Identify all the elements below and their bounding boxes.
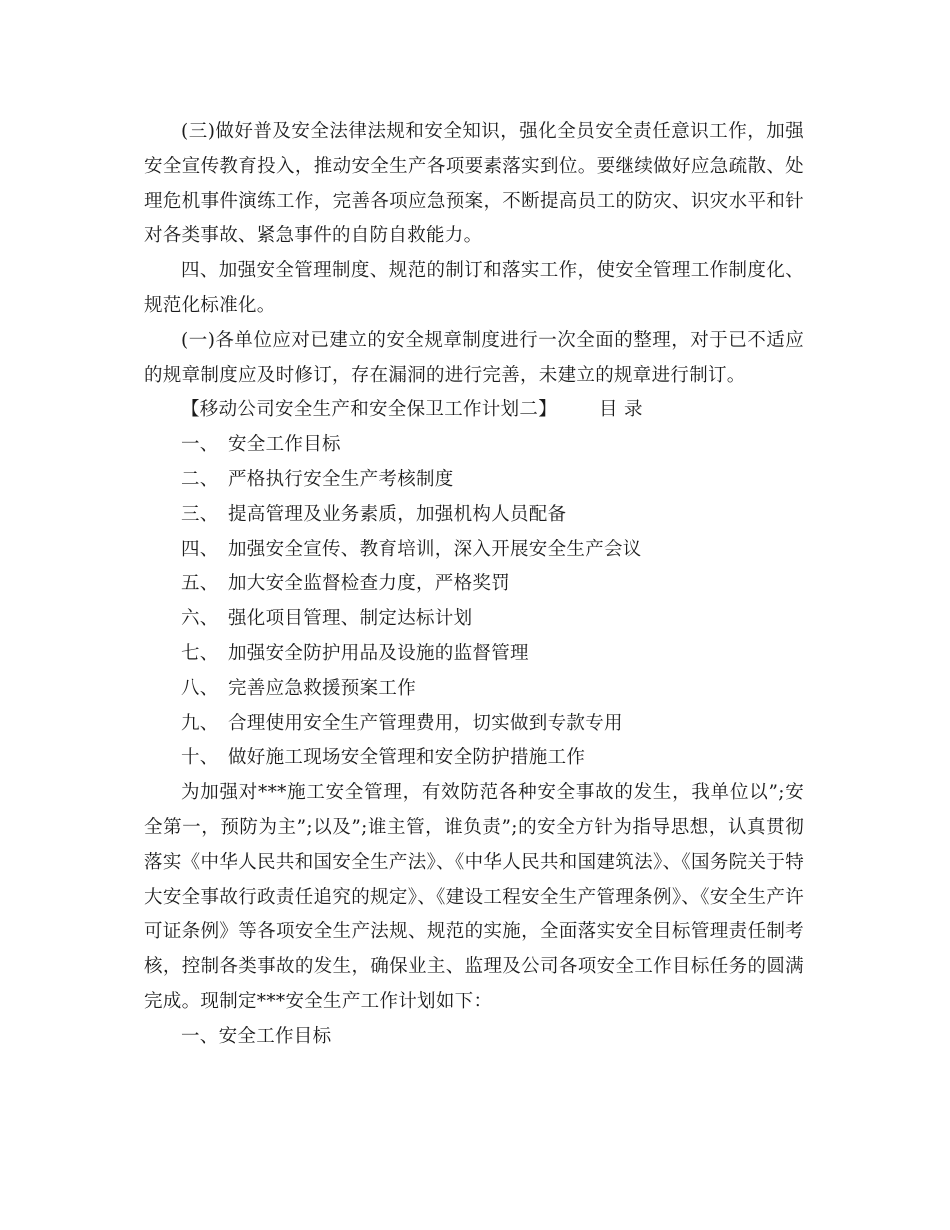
toc-item [144, 463, 804, 498]
toc-item-text: 加强安全宣传、教育培训，深入开展安全生产会议 [228, 538, 642, 560]
toc-item-number: 二、 [181, 468, 219, 490]
toc-item [144, 498, 804, 533]
toc-item [144, 741, 804, 776]
toc-item-number: 七、 [181, 642, 219, 664]
toc-item-text: 强化项目管理、制定达标计划 [228, 608, 473, 630]
paragraph-safety-knowledge: (三)做好普及安全法律法规和安全知识，强化全员安全责任意识工作，加强安全宣传教育投入，推动安全生产各项要素落实到位。要继续做好应急疏散、处理危机事件演练工作，完善各项应急预案，不断提高员工的防灾、识灾水平和针对各类事故、紧急事件的自防自救能力。 [144, 121, 804, 247]
toc-item-text: 提高管理及业务素质，加强机构人员配备 [228, 503, 567, 525]
toc-heading-line [144, 393, 804, 428]
toc-item-number: 五、 [181, 573, 219, 595]
toc-item-text: 完善应急救援预案工作 [228, 677, 417, 699]
toc-item [144, 428, 804, 463]
section-heading-safety-goal: 一、安全工作目标 [181, 1025, 332, 1047]
toc-item [144, 637, 804, 672]
toc-item [144, 567, 804, 602]
toc-item [144, 602, 804, 637]
toc-item [144, 672, 804, 707]
document-body [144, 115, 804, 1055]
toc-item-text: 加强安全防护用品及设施的监督管理 [228, 642, 529, 664]
toc-item-number: 八、 [181, 677, 219, 699]
toc-item-text: 做好施工现场安全管理和安全防护措施工作 [228, 747, 586, 769]
toc-item [144, 533, 804, 568]
paragraph-rules-revision: (一)各单位应对已建立的安全规章制度进行一次全面的整理，对于已不适应的规章制度应及时修订，存在漏洞的进行完善，未建立的规章进行制订。 [144, 329, 804, 386]
toc-item-text: 安全工作目标 [228, 434, 341, 456]
paragraph-management-system: 四、加强安全管理制度、规范的制订和落实工作，使安全管理工作制度化、规范化标准化。 [144, 260, 804, 316]
toc-item-number: 一、 [181, 434, 219, 456]
table-of-contents [144, 428, 804, 776]
toc-item-text: 严格执行安全生产考核制度 [228, 468, 454, 490]
toc-item-number: 三、 [181, 503, 219, 525]
toc-heading: 【移动公司安全生产和安全保卫工作计划二】 [181, 399, 558, 421]
toc-item-text: 合理使用安全生产管理费用，切实做到专款专用 [228, 712, 623, 734]
toc-item-number: 九、 [181, 712, 219, 734]
toc-item-number: 六、 [181, 608, 219, 630]
toc-item-text: 加大安全监督检查力度，严格奖罚 [228, 573, 511, 595]
paragraph-safety-plan-intro: 为加强对***施工安全管理，有效防范各种安全事故的发生，我单位以”;安全第一，预防为主”;以及”;谁主管，谁负责”;的安全方针为指导思想，认真贯彻落实《中华人民共和国安全生产法》、《中华人民共和国建筑法》、《国务院关于特大安全事故行政责任追究的规定》、《建设工程安全生产管理条例》、《安全生产许可证条例》等各项安全生产法规、规范的实施，全面落实安全目标管理责任制考核，控制各类事故的发生，确保业主、监理及公司各项安全工作目标任务的圆满完成。现制定***安全生产工作计划如下： [144, 782, 804, 1012]
toc-item-number: 十、 [181, 747, 219, 769]
toc-item [144, 707, 804, 742]
toc-label: 目 录 [599, 399, 643, 421]
toc-item-number: 四、 [181, 538, 219, 560]
